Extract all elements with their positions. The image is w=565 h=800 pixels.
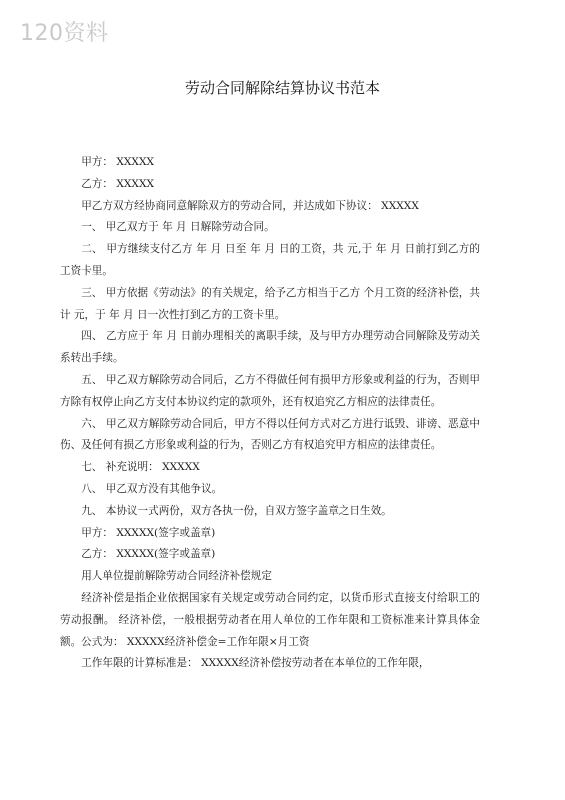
paragraph: 甲方： XXXXX(签字或盖章) [81,526,216,539]
section-heading: 用人单位提前解除劳动合同经济补偿规定 [81,570,272,583]
paragraph: 六、 甲乙双方解除劳动合同后，甲方不得以任何方式对乙方进行诋毁、诽谤、恶意中伤、及任何有损乙方形象或利益的行为，否则乙方有权追究甲方相应的法律责任。 [60,417,480,452]
document-body [60,152,480,675]
paragraph: 甲方： XXXXX [81,156,155,168]
paragraph: 一、 甲乙双方于 年 月 日解除劳动合同。 [81,221,275,234]
paragraph: 三、 甲方依据《劳动法》的有关规定，给予乙方相当于乙方 个月工资的经济补偿，共计 元，于 年 月 日一次性打到乙方的工资卡里。 [60,286,480,321]
document-title: 劳动合同解除结算协议书范本 [184,79,380,97]
paragraph: 经济补偿是指企业依据国家有关规定或劳动合同约定，以货币形式直接支付给职工的劳动报酬。 经济补偿，一般根据劳动者在用人单位的工作年限和工资标准来计算具体金额。公式为： XXXXX经济补偿金=工作年限×月工资 [60,591,480,648]
paragraph: 七、 补充说明： XXXXX [81,461,200,474]
paragraph: 四、 乙方应于 年 月 日前办理相关的离职手续，及与甲方办理劳动合同解除及劳动关系转出手续。 [60,330,480,365]
watermark: 120资料 [20,21,109,46]
paragraph: 二、 甲方继续支付乙方 年 月 日至 年 月 日的工资，共 元,于 年 月 日前打到乙方的工资卡里。 [60,243,480,277]
paragraph: 九、 本协议一式两份，双方各执一份，自双方签字盖章之日生效。 [81,504,392,517]
paragraph: 乙方： XXXXX(签字或盖章) [81,548,216,561]
paragraph: 乙方： XXXXX [81,177,155,190]
paragraph: 甲乙方双方经协商同意解除双方的劳动合同，并达成如下协议： XXXXX [81,199,419,212]
paragraph: 五、 甲乙双方解除劳动合同后，乙方不得做任何有损甲方形象或利益的行为，否则甲方除有权停止向乙方支付本协议约定的款项外，还有权追究乙方相应的法律责任。 [60,373,480,408]
paragraph: 八、 甲乙双方没有其他争议。 [81,482,223,495]
paragraph: 工作年限的计算标准是： XXXXX经济补偿按劳动者在本单位的工作年限， [81,657,430,670]
